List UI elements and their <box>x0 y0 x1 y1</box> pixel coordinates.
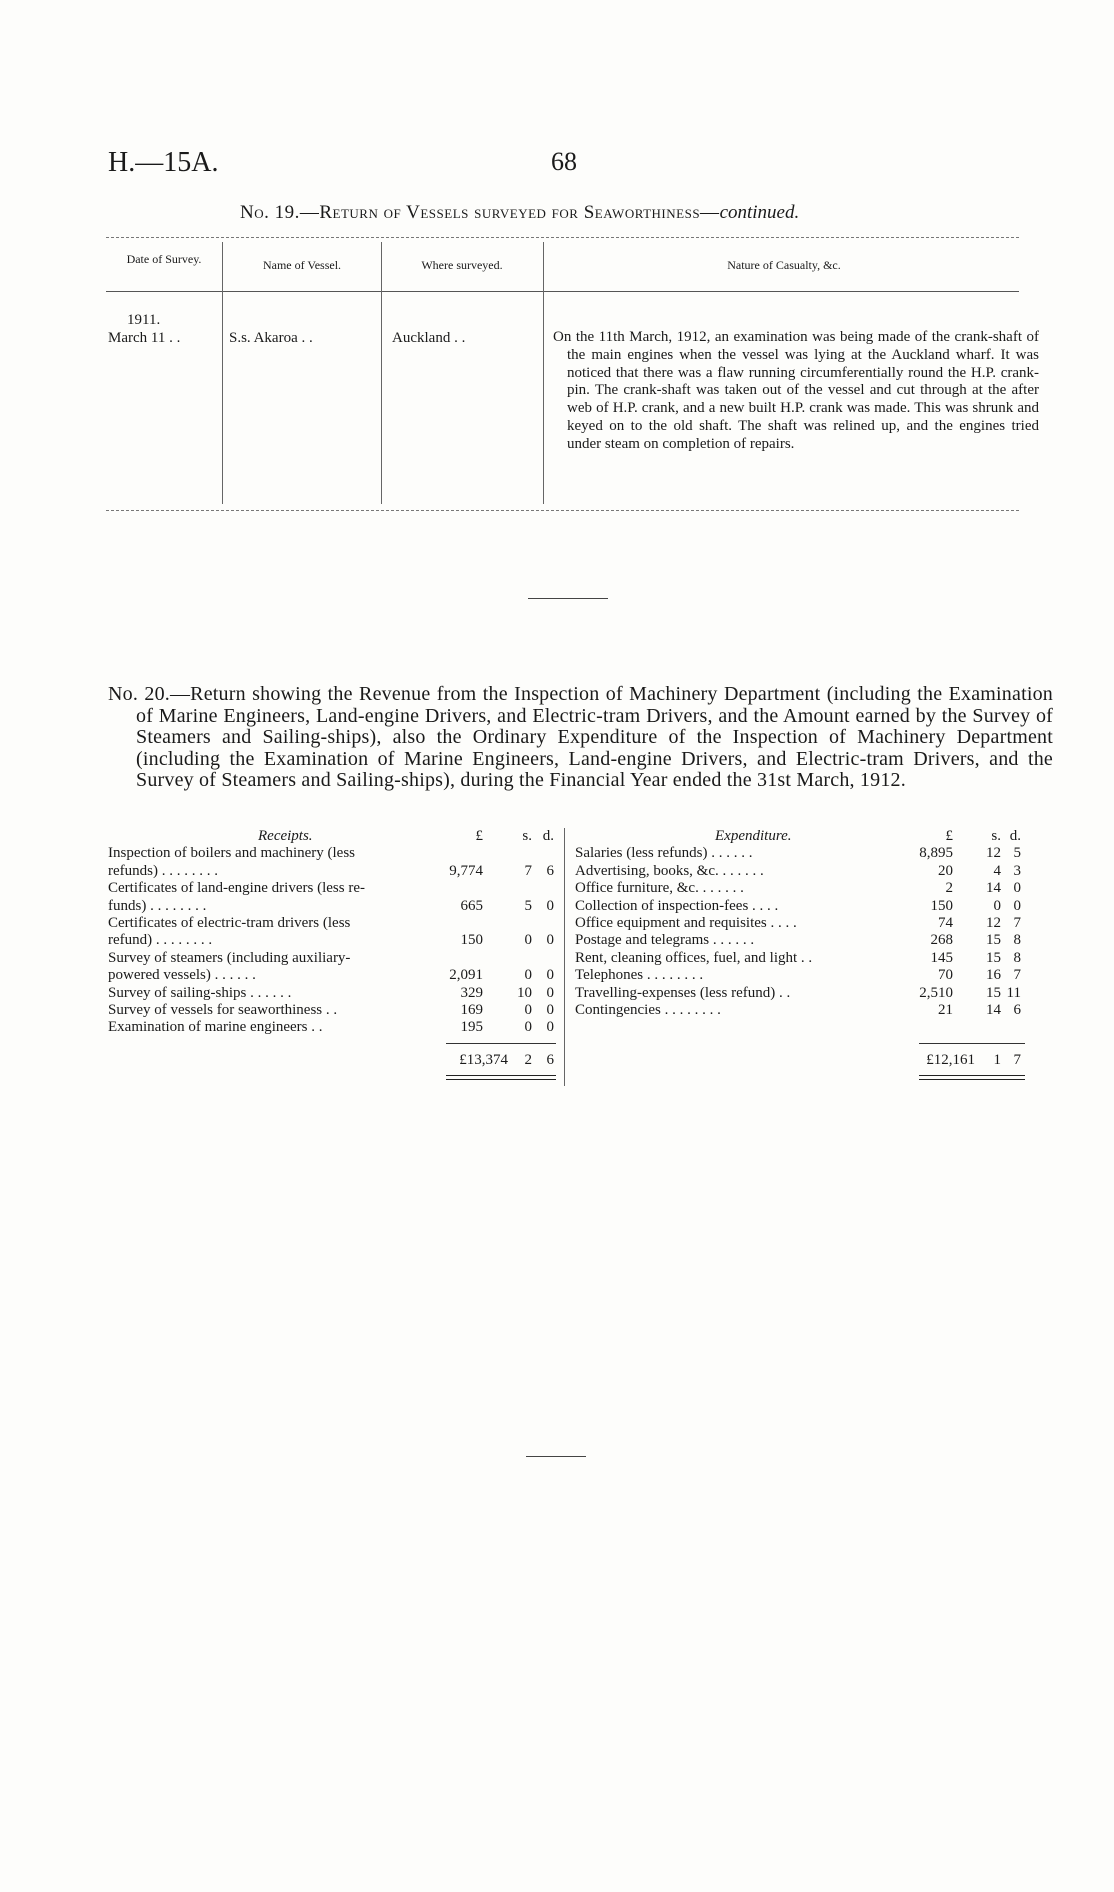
receipts-row-label: Survey of steamers (including auxiliary- <box>108 949 351 966</box>
expenditure-total-shillings: 1 <box>993 1052 1001 1068</box>
survey-date: March 11 . . <box>108 330 181 346</box>
receipts-row-pence: 0 <box>546 1002 554 1018</box>
expenditure-row-pounds: 70 <box>938 967 953 984</box>
expenditure-row-pounds: 8,895 <box>919 845 953 862</box>
col-header-where: Where surveyed. <box>421 258 503 272</box>
table-19-title-continued: continued. <box>719 202 800 223</box>
page-number: 68 <box>551 147 577 176</box>
receipts-row-pence: 0 <box>546 967 554 984</box>
receipts-row-label: powered vessels) . . . . . . <box>108 967 256 984</box>
receipts-total-shillings: 2 <box>524 1052 532 1068</box>
receipts-row-pence: 0 <box>546 984 554 1001</box>
expenditure-table <box>575 828 1025 1088</box>
receipts-row-pence: 6 <box>546 862 554 879</box>
expenditure-row-shillings: 12 <box>986 845 1001 862</box>
page-end-rule <box>526 1456 586 1457</box>
receipts-row-label: Certificates of electric-tram drivers (less <box>108 915 351 931</box>
receipts-row-pounds: 9,774 <box>449 862 483 879</box>
expenditure-row-shillings: 4 <box>993 862 1001 879</box>
receipts-row-shillings: 0 <box>524 932 532 949</box>
vessel-name: S.s. Akaroa . . <box>229 330 313 346</box>
receipts-sum-rule <box>446 1043 556 1044</box>
expenditure-total-pence: 7 <box>1013 1052 1021 1068</box>
expenditure-row-pence: 7 <box>1013 967 1021 984</box>
receipts-total-pounds: £13,374 <box>459 1052 508 1068</box>
receipts-row-label: refund) . . . . . . . . <box>108 932 213 949</box>
receipts-row-label: Certificates of land-engine drivers (less re- <box>108 880 365 897</box>
expenditure-row-pounds: 145 <box>930 949 953 966</box>
expenditure-row-shillings: 15 <box>986 949 1001 966</box>
expenditure-row-label: Salaries (less refunds) . . . . . . <box>575 845 753 862</box>
survey-location: Auckland . . <box>392 330 466 346</box>
receipts-row-pounds: 195 <box>460 1019 483 1036</box>
receipts-row-shillings: 7 <box>524 862 532 879</box>
expenditure-row-label: Rent, cleaning offices, fuel, and light . . <box>575 949 813 966</box>
receipts-row-label: Survey of vessels for seaworthiness . . <box>108 1002 338 1018</box>
survey-year: 1911. <box>127 312 161 328</box>
expenditure-row-label: Postage and telegrams . . . . . . <box>575 932 755 949</box>
expenditure-row-pence: 7 <box>1013 915 1021 931</box>
col-header-nature: Nature of Casualty, &c. <box>727 258 841 272</box>
receipts-row-pounds: 150 <box>460 932 483 949</box>
expenditure-row-label: Office furniture, &c. . . . . . . <box>575 880 744 897</box>
expenditure-row-shillings: 14 <box>986 1002 1001 1018</box>
expenditure-sum-rule <box>919 1043 1025 1044</box>
casualty-description: On the 11th March, 1912, an examination was being made of the crank-shaft of the main engines when the vessel was lying at the Auckland wharf. It was noticed that there was a flaw running circumferentially round the H.P. crank-pin. The crank-shaft was taken out of the vessel and cut through at the after web of H.P. crank, and a new built H.P. crank was made. This was shrunk and keyed on to the old shaft. The shaft was relined up, and the engines tried under steam on completion of repairs. <box>553 329 1039 452</box>
receipts-row-label: Survey of sailing-ships . . . . . . <box>108 984 292 1001</box>
expenditure-row-pence: 5 <box>1013 845 1021 862</box>
receipts-row-pence: 0 <box>546 897 554 914</box>
receipts-pence-header: d. <box>542 828 554 844</box>
receipts-total-double-rule <box>446 1075 556 1080</box>
expenditure-total-double-rule <box>919 1075 1025 1080</box>
receipts-expenditure-divider <box>564 828 565 1086</box>
expenditure-row-pounds: 150 <box>930 897 953 914</box>
expenditure-row-pounds: 268 <box>930 932 953 949</box>
expenditure-row-pence: 6 <box>1013 1002 1021 1018</box>
receipts-row-pounds: 2,091 <box>449 967 483 984</box>
receipts-total-pence: 6 <box>546 1052 554 1068</box>
table-19-title <box>240 202 799 224</box>
receipts-shilling-header: s. <box>522 828 532 844</box>
receipts-row-shillings: 0 <box>524 967 532 984</box>
table-19-header-rule <box>106 291 1019 292</box>
expenditure-row-label: Contingencies . . . . . . . . <box>575 1002 721 1018</box>
receipts-row-pounds: 329 <box>460 984 483 1001</box>
expenditure-row-pounds: 74 <box>938 915 953 931</box>
expenditure-row-pence: 8 <box>1013 949 1021 966</box>
expenditure-row-pounds: 2,510 <box>919 984 953 1001</box>
expenditure-row-label: Office equipment and requisites . . . . <box>575 915 797 931</box>
expenditure-pound-header: £ <box>945 828 953 844</box>
expenditure-row-shillings: 14 <box>986 880 1001 897</box>
expenditure-row-label: Advertising, books, &c. . . . . . . <box>575 862 764 879</box>
expenditure-total-pounds: £12,161 <box>926 1052 975 1068</box>
receipts-row-label: Inspection of boilers and machinery (less <box>108 845 356 862</box>
receipts-table <box>108 828 556 1088</box>
expenditure-row-pence: 8 <box>1013 932 1021 949</box>
receipts-row-shillings: 0 <box>524 1019 532 1036</box>
expenditure-row-label: Telephones . . . . . . . . <box>575 967 704 984</box>
expenditure-row-pence: 3 <box>1013 862 1021 879</box>
receipts-row-pence: 0 <box>546 1019 554 1036</box>
expenditure-row-shillings: 15 <box>986 984 1001 1001</box>
table-19-title-text: No. 19.—Return of Vessels surveyed for Seaworthiness— <box>240 202 720 223</box>
table-20-title: No. 20.—Return showing the Revenue from the Inspection of Machinery Department (including the Examination of Marine Engineers, Land-engine Drivers, and Electric-tram Drivers, and the Amount earned by the Survey of Steamers and Sailing-ships), also the Ordinary Expenditure of the Inspection of Machinery Department (including the Examination of Marine Engineers, Land-engine Drivers, and Electric-tram Drivers, and the Survey of Steamers and Sailing-ships), during the Financial Year ended the 31st March, 1912. <box>108 683 1053 791</box>
receipts-heading: Receipts. <box>258 828 313 844</box>
receipts-row-label: Examination of marine engineers . . <box>108 1019 323 1036</box>
receipts-pound-header: £ <box>475 828 483 844</box>
expenditure-row-pence: 11 <box>1006 984 1021 1001</box>
expenditure-row-shillings: 12 <box>986 915 1001 931</box>
table-19-divider-1 <box>222 242 223 504</box>
expenditure-row-pounds: 2 <box>945 880 953 897</box>
expenditure-heading: Expenditure. <box>715 828 792 844</box>
receipts-row-shillings: 0 <box>524 1002 532 1018</box>
expenditure-row-shillings: 16 <box>986 967 1001 984</box>
expenditure-row-label: Travelling-expenses (less refund) . . <box>575 984 791 1001</box>
expenditure-shilling-header: s. <box>991 828 1001 844</box>
receipts-row-pounds: 665 <box>460 897 483 914</box>
receipts-row-shillings: 10 <box>517 984 532 1001</box>
table-19-top-rule <box>106 237 1019 238</box>
receipts-row-pence: 0 <box>546 932 554 949</box>
expenditure-row-label: Collection of inspection-fees . . . . <box>575 897 779 914</box>
document-reference: H.—15A. <box>108 147 219 178</box>
table-19-divider-2 <box>381 242 382 504</box>
expenditure-pence-header: d. <box>1009 828 1021 844</box>
expenditure-row-shillings: 15 <box>986 932 1001 949</box>
expenditure-row-pence: 0 <box>1013 880 1021 897</box>
table-19-divider-3 <box>543 242 544 504</box>
col-header-date: Date of Survey. <box>126 252 202 266</box>
receipts-row-label: refunds) . . . . . . . . <box>108 862 218 879</box>
section-divider <box>528 598 608 599</box>
expenditure-row-pence: 0 <box>1013 897 1021 914</box>
expenditure-row-shillings: 0 <box>993 897 1001 914</box>
receipts-row-shillings: 5 <box>524 897 532 914</box>
expenditure-row-pounds: 21 <box>938 1002 953 1018</box>
table-19-bottom-rule <box>106 510 1019 511</box>
receipts-row-label: funds) . . . . . . . . <box>108 897 207 914</box>
receipts-row-pounds: 169 <box>460 1002 483 1018</box>
expenditure-row-pounds: 20 <box>938 862 953 879</box>
col-header-vessel: Name of Vessel. <box>262 258 342 272</box>
